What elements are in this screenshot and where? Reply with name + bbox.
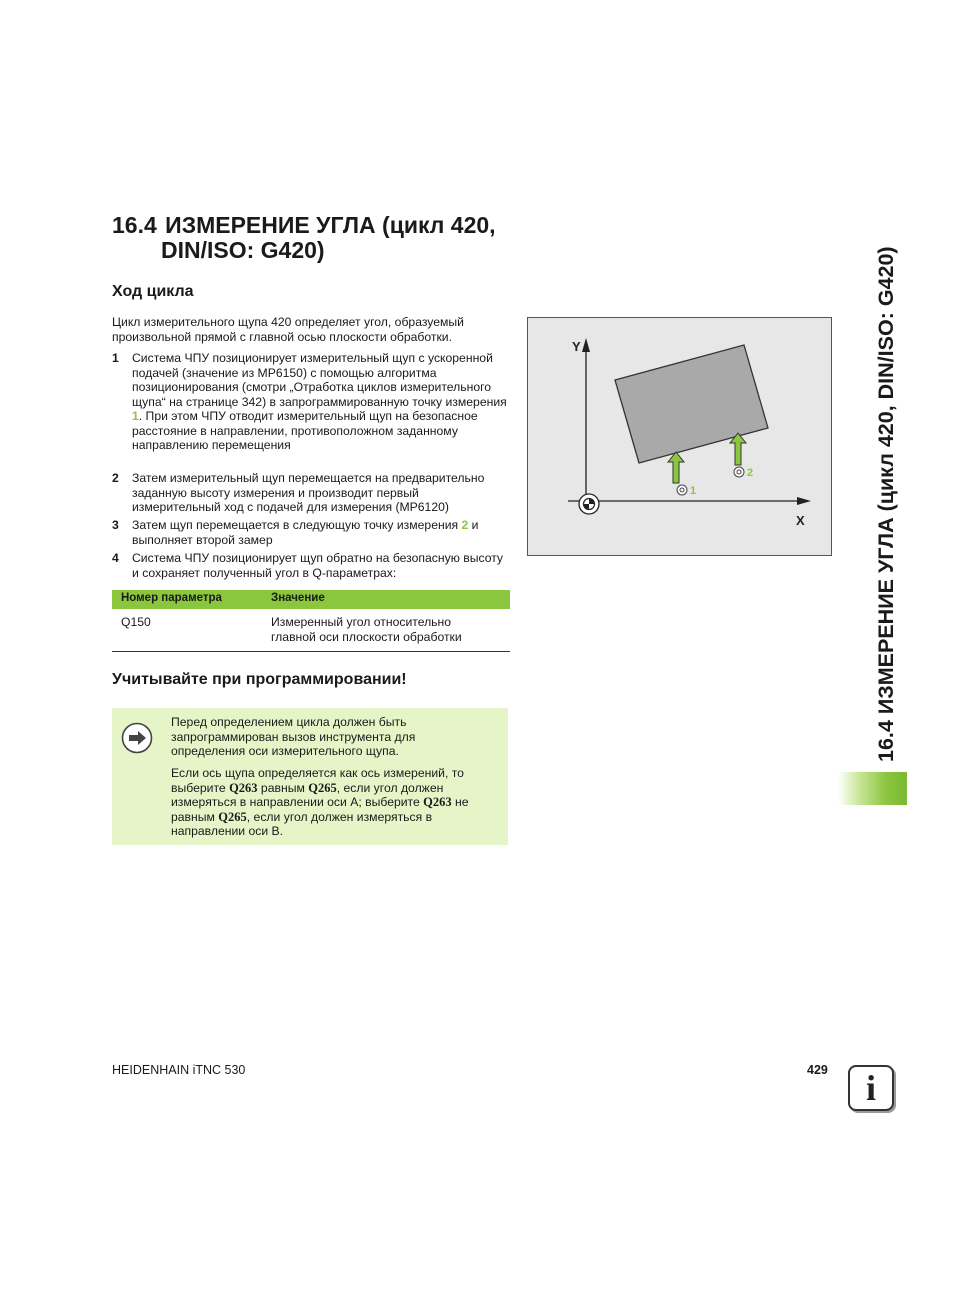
- param-table-header: [112, 590, 510, 609]
- info-icon-glyph: i: [865, 1068, 876, 1108]
- figure: [527, 317, 832, 556]
- side-tab-text: 16.4 ИЗМЕРЕНИЕ УГЛА (цикл 420, DIN/ISO: G420): [874, 246, 898, 762]
- cycle-intro: Цикл измерительного щупа 420 определяет угол, образуемый произвольной прямой с главной осью плоскости обработки.: [112, 315, 464, 344]
- note-text-part: Если ось щупа определяется как ось измерений, то выберите: [171, 766, 464, 795]
- section-title-line1: ИЗМЕРЕНИЕ УГЛА (цикл 420,: [165, 212, 496, 238]
- origin-icon: [579, 494, 599, 514]
- point-ref-2: 2: [461, 518, 469, 532]
- section-number: 16.4: [112, 212, 157, 238]
- step-text-b: . При этом ЧПУ отводит измерительный щуп на безопасное расстояние в направлении, противоположном заданному направлению перемещения: [132, 409, 478, 452]
- step-number: 2: [112, 471, 119, 485]
- q-param: Q263: [423, 795, 452, 809]
- q-param: Q265: [218, 809, 247, 824]
- value-col-header: Значение: [271, 592, 325, 604]
- y-axis-label: Y: [572, 339, 581, 354]
- probe-arrow-1: [668, 452, 684, 483]
- q-param: Q263: [229, 780, 258, 795]
- x-axis-arrow: [797, 497, 811, 505]
- table-row: [112, 609, 510, 652]
- value-cell: Измеренный угол относительно главной оси плоскости обработки: [271, 615, 462, 644]
- step-text: [132, 551, 507, 580]
- note-text-2: [171, 766, 493, 839]
- probe-point-1: [677, 485, 687, 495]
- param-col-header: Номер параметра: [121, 592, 222, 604]
- figure-diagram: [528, 318, 831, 555]
- note-text-1: Перед определением цикла должен быть запрограммирован вызов инструмента для определения оси измерительного щупа.: [171, 715, 416, 758]
- point-ref-1: 1: [132, 409, 139, 423]
- note-text-part: не равным: [171, 795, 469, 824]
- step-text-a: Система ЧПУ позиционирует щуп обратно на безопасную высоту и сохраняет полученный угол в Q-параметрах:: [132, 551, 504, 580]
- x-axis-label: X: [796, 513, 805, 528]
- step-text-b: и выполняет второй замер: [132, 518, 479, 547]
- y-axis-arrow: [582, 338, 590, 352]
- q-param: Q265: [308, 780, 337, 795]
- programming-heading: Учитывайте при программировании!: [112, 671, 407, 688]
- point-1-label: 1: [690, 485, 697, 497]
- note-text-part: , если угол должен измеряться в направлении оси A; выберите: [171, 780, 444, 809]
- step-number: 1: [112, 351, 119, 365]
- footer-left: HEIDENHAIN iTNC 530: [112, 1063, 246, 1077]
- point-2-label: 2: [747, 467, 754, 479]
- step-number: 4: [112, 551, 119, 565]
- note-box: [112, 708, 508, 845]
- param-cell: Q150: [121, 615, 151, 629]
- cycle-steps: [112, 351, 512, 581]
- step-text-a: Затем щуп перемещается в следующую точку измерения: [132, 518, 462, 532]
- tilted-plate: [615, 345, 768, 463]
- step-text-a: Система ЧПУ позиционирует измерительный щуп с ускоренной подачей (значение из MP6150) с помощью алгоритма позиционирования (смотри „Отработка циклов измерительного щупа“ на странице 342) в запрограммированную точку измерения: [132, 351, 507, 409]
- step-text: [132, 471, 507, 515]
- param-table: [112, 590, 510, 652]
- step-text: [132, 518, 507, 547]
- note-text-part: , если угол должен измеряться в направлении оси B.: [171, 809, 433, 838]
- arrow-right-icon: [121, 722, 153, 759]
- probe-point-2: [734, 467, 744, 477]
- step-text: [132, 351, 507, 453]
- side-tab-marker: [838, 772, 907, 805]
- step-text-a: Затем измерительный щуп перемещается на предварительно заданную высоту измерения и производит первый измерительный ход с подачей для измерения (MP6120): [132, 471, 485, 514]
- step-number: 3: [112, 518, 119, 532]
- section-title-line2: DIN/ISO: G420): [161, 237, 325, 263]
- page-number: 429: [807, 1063, 828, 1077]
- note-text-part: равным: [257, 780, 309, 795]
- info-icon: [848, 1065, 894, 1111]
- cycle-heading: Ход цикла: [112, 283, 194, 300]
